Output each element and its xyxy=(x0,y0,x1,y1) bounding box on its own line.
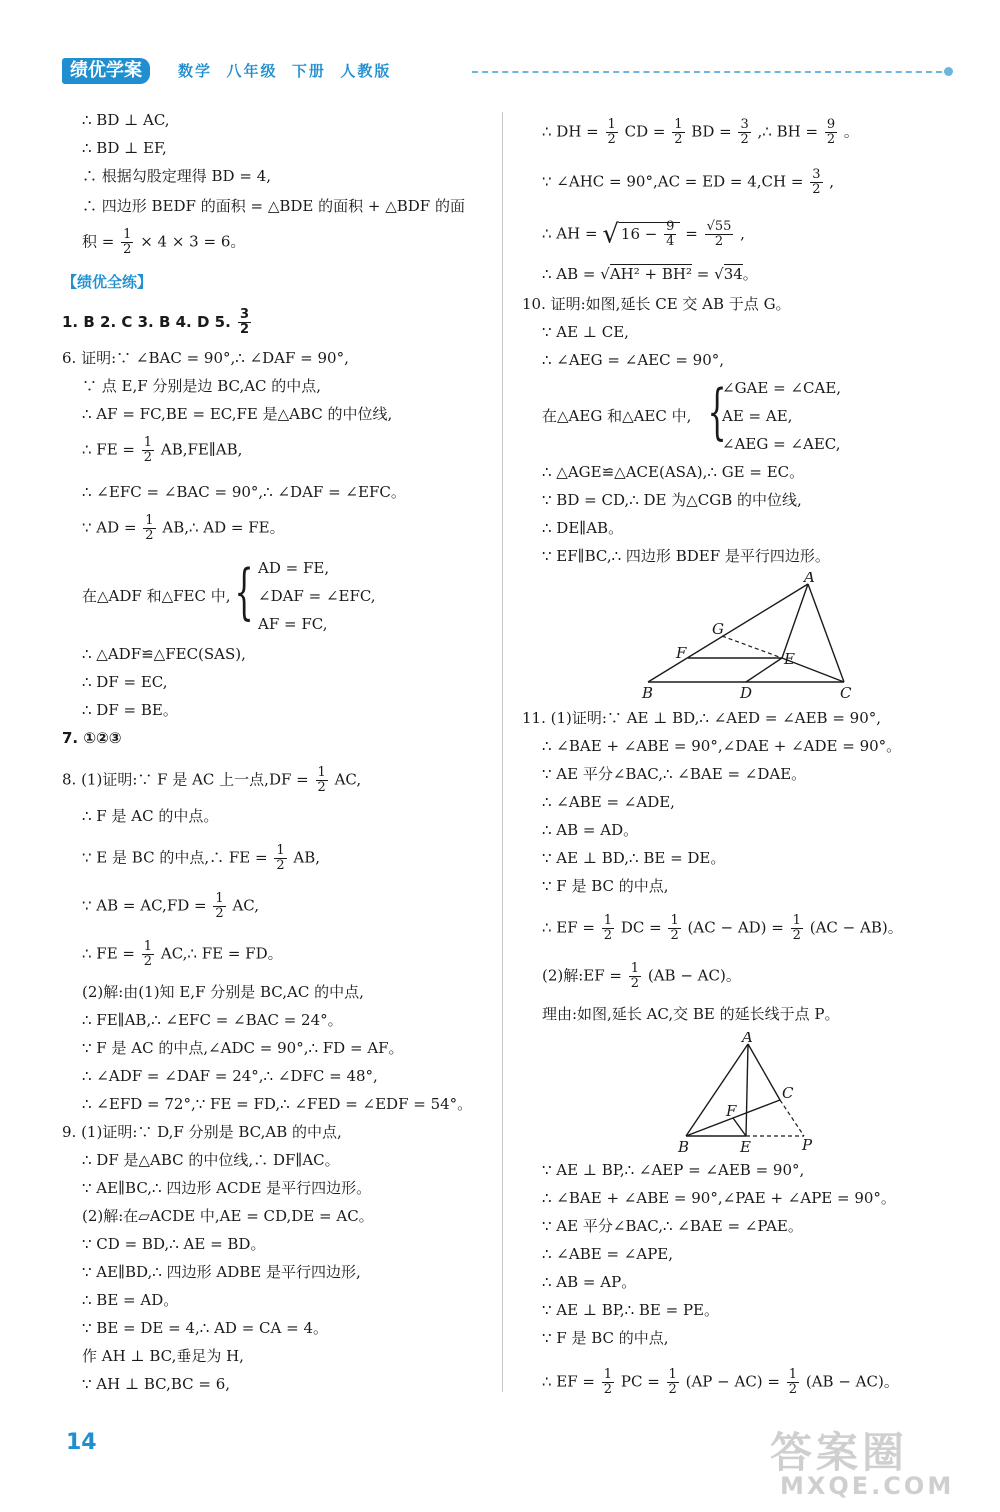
watermark-text: 答案圈 xyxy=(770,1428,909,1477)
fraction xyxy=(142,436,154,465)
text: 积 = xyxy=(82,232,115,251)
fraction xyxy=(213,892,225,921)
label-D: D xyxy=(740,684,753,702)
numerator: 1 xyxy=(788,1367,798,1382)
numerator: 1 xyxy=(603,1367,613,1382)
text-line: ∵ AE∥BC,∴ 四边形 ACDE 是平行四边形。 xyxy=(82,1179,372,1197)
text-line: ∴ BD ⊥ AC, xyxy=(82,111,170,129)
segment-AE xyxy=(782,584,808,658)
watermark-url: MXQE.COM xyxy=(780,1472,955,1500)
text: ∴ EF = xyxy=(542,918,596,937)
text-line: ∴ DF 是△ABC 的中位线,∴ DF∥AC。 xyxy=(82,1151,340,1169)
text: ∴ AH = xyxy=(542,224,598,243)
fraction xyxy=(738,118,750,147)
text-line xyxy=(542,914,903,943)
text-line: ∴ AB = AP。 xyxy=(542,1273,637,1291)
radicand xyxy=(619,219,681,249)
fraction xyxy=(825,118,837,147)
text-line xyxy=(542,1368,899,1397)
text: , xyxy=(829,172,835,191)
text-line xyxy=(82,514,285,543)
text: AB,∴ AD = FE。 xyxy=(162,518,285,537)
text: ∴ DH = xyxy=(542,122,599,141)
fraction xyxy=(667,1368,679,1397)
numerator: 1 xyxy=(630,961,640,976)
denominator: 2 xyxy=(740,132,749,147)
fraction xyxy=(664,220,676,249)
text-line: ∴ 四边形 BEDF 的面积 = △BDE 的面积 + △BDF 的面 xyxy=(82,197,465,215)
numerator: 9 xyxy=(826,117,836,132)
denominator: 2 xyxy=(215,906,224,921)
text-line: ∴ AB = √AH² + BH² = √34。 xyxy=(542,265,758,283)
column-divider xyxy=(502,112,503,1392)
denominator: 2 xyxy=(674,132,683,147)
text-line xyxy=(82,844,320,873)
question-6: 6. 证明:∵ ∠BAC = 90°,∴ ∠DAF = 90°, xyxy=(62,349,349,367)
question-7: 7. ①②③ xyxy=(62,729,122,747)
denominator: 2 xyxy=(788,1382,798,1397)
text-line: ∴ △AGE≌△ACE(ASA),∴ GE = EC。 xyxy=(542,463,805,481)
text-line: ∵ F 是 BC 的中点, xyxy=(542,877,669,895)
numerator: 1 xyxy=(603,913,613,928)
text: ∵ ∠AHC = 90°,AC = ED = 4,CH = xyxy=(542,172,804,191)
fraction xyxy=(602,914,614,943)
fraction xyxy=(787,1368,799,1397)
text: (AB − AC)。 xyxy=(805,1372,899,1391)
text-line: 在△AEG 和△AEC 中, xyxy=(542,407,692,425)
question-8 xyxy=(62,766,361,795)
condition-line: ∠AEG = ∠AEC, xyxy=(722,435,841,453)
fraction xyxy=(668,914,680,943)
radicand: AH² + BH² xyxy=(609,265,692,283)
numerator: 1 xyxy=(668,1367,677,1382)
text-line: ∵ AE∥BD,∴ 四边形 ADBE 是平行四边形, xyxy=(82,1263,361,1281)
text: ∵ E 是 BC 的中点,∴ FE = xyxy=(82,848,268,867)
numerator: 1 xyxy=(670,913,679,928)
text: (AC − AD) = xyxy=(687,918,784,937)
question-11: 11. (1)证明:∵ AE ⊥ BD,∴ ∠AED = ∠AEB = 90°, xyxy=(522,709,882,727)
text: AC, xyxy=(232,896,259,915)
text-line: ∴ ∠AEG = ∠AEC = 90°, xyxy=(542,351,725,369)
text: ∴ FE = xyxy=(82,440,136,459)
denominator: 2 xyxy=(603,1382,613,1397)
numerator: 1 xyxy=(123,227,132,242)
text: AC, xyxy=(334,770,362,789)
brand-logo: 绩优学案 xyxy=(62,58,150,84)
text: AB,FE∥AB, xyxy=(160,440,243,459)
text-line xyxy=(542,220,745,249)
label-C: C xyxy=(782,1084,794,1102)
segment-GE-dashed xyxy=(722,636,782,658)
denominator: 2 xyxy=(670,928,679,943)
text-line: 作 AH ⊥ BC,垂足为 H, xyxy=(82,1347,244,1365)
text: 1. B 2. C 3. B 4. D 5. xyxy=(62,313,231,331)
numerator: 1 xyxy=(145,513,154,528)
question-10: 10. 证明:如图,延长 CE 交 AB 于点 G。 xyxy=(522,295,791,313)
text-line: ∴ BE = AD。 xyxy=(82,1291,179,1309)
text-line: (2)解:在▱ACDE 中,AE = CD,DE = AC。 xyxy=(82,1207,374,1225)
text-line: ∴ AF = FC,BE = EC,FE 是△ABC 的中位线, xyxy=(82,405,393,423)
header-dashed-line xyxy=(472,71,942,73)
denominator: 2 xyxy=(317,780,326,795)
numerator: 1 xyxy=(143,435,153,450)
numerator: 3 xyxy=(812,167,821,182)
radicand: 34 xyxy=(723,265,743,283)
condition-line: AD = FE, xyxy=(258,559,330,577)
text: (AB − AC)。 xyxy=(647,966,741,985)
question-9: 9. (1)证明:∵ D,F 分别是 BC,AB 的中点, xyxy=(62,1123,342,1141)
denominator: 2 xyxy=(143,954,153,969)
text-line: ∵ 点 E,F 分别是边 BC,AC 的中点, xyxy=(82,377,322,395)
fraction xyxy=(791,914,803,943)
text-line: ∴ ∠EFD = 72°,∵ FE = FD,∴ ∠FED = ∠EDF = 54°。 xyxy=(82,1095,473,1113)
page-header xyxy=(62,58,962,88)
text-line: ∴ △ADF≌△FEC(SAS), xyxy=(82,645,246,663)
text-line xyxy=(542,168,834,197)
segment-CP-dashed xyxy=(780,1100,804,1136)
header-dot xyxy=(944,67,953,76)
label-F: F xyxy=(726,1102,737,1120)
denominator: 2 xyxy=(603,928,613,943)
text: (AC − AB)。 xyxy=(809,918,903,937)
text-line: ∴ DF = EC, xyxy=(82,673,168,691)
label-P: P xyxy=(802,1136,813,1154)
denominator: 2 xyxy=(276,858,285,873)
text: 。 xyxy=(742,265,758,283)
text: AC,∴ FE = FD。 xyxy=(160,944,283,963)
text-line: 理由:如图,延长 AC,交 BE 的延长线于点 P。 xyxy=(542,1005,840,1023)
fraction xyxy=(705,220,734,249)
numerator: 1 xyxy=(792,913,801,928)
text: ∴ EF = xyxy=(542,1372,596,1391)
text: 16 − xyxy=(620,224,658,243)
segment-AC xyxy=(748,1044,780,1100)
denominator: 2 xyxy=(240,322,250,337)
text: ∵ AB = AC,FD = xyxy=(82,896,207,915)
text: AB, xyxy=(293,848,321,867)
text-line: ∵ AE ⊥ CE, xyxy=(542,323,629,341)
label-B: B xyxy=(678,1138,690,1154)
text-line: (2)解:由(1)知 E,F 分别是 BC,AC 的中点, xyxy=(82,983,364,1001)
figure-q10 xyxy=(626,572,866,702)
text: (2)解:EF = xyxy=(542,966,622,985)
book-subject: 数学 八年级 下册 人教版 xyxy=(178,62,392,80)
text-line: ∵ AH ⊥ BC,BC = 6, xyxy=(82,1375,231,1393)
fraction xyxy=(606,118,618,147)
label-E: E xyxy=(740,1138,751,1154)
numerator: 1 xyxy=(276,843,285,858)
text-line: ∵ AE ⊥ BD,∴ BE = DE。 xyxy=(542,849,726,867)
denominator: 2 xyxy=(714,234,724,249)
denominator: 2 xyxy=(630,976,640,991)
label-E: E xyxy=(784,650,795,668)
numerator: 1 xyxy=(607,117,616,132)
denominator: 2 xyxy=(668,1382,677,1397)
text-line xyxy=(542,118,859,147)
text-line: ∴ BD ⊥ EF, xyxy=(82,139,167,157)
text-line: ∵ CD = BD,∴ AE = BD。 xyxy=(82,1235,266,1253)
text-line: ∴ FE∥AB,∴ ∠EFC = ∠BAC = 24°。 xyxy=(82,1011,343,1029)
text: = xyxy=(685,224,698,243)
text: × 4 × 3 = 6。 xyxy=(140,232,246,251)
denominator: 2 xyxy=(145,528,154,543)
text-line: ∵ BE = DE = 4,∴ AD = CA = 4。 xyxy=(82,1319,329,1337)
text: CD = xyxy=(624,122,666,141)
text-line: ∴ AB = AD。 xyxy=(542,821,639,839)
fraction xyxy=(672,118,684,147)
text: PC = xyxy=(620,1372,660,1391)
page-number: 14 xyxy=(66,1430,97,1455)
text-line: ∴ DE∥AB。 xyxy=(542,519,624,537)
label-F: F xyxy=(676,644,687,662)
label-B: B xyxy=(642,684,654,702)
segment-DE xyxy=(746,658,782,682)
text: 8. (1)证明:∵ F 是 AC 上一点,DF = xyxy=(62,770,309,789)
condition-line: ∠DAF = ∠EFC, xyxy=(258,587,376,605)
text-line: ∴ ∠ADF = ∠DAF = 24°,∴ ∠DFC = 48°, xyxy=(82,1067,378,1085)
fraction xyxy=(238,308,251,337)
fraction xyxy=(274,844,286,873)
numerator: 3 xyxy=(740,117,749,132)
text-line: 在△ADF 和△FEC 中, xyxy=(82,587,231,605)
text-line xyxy=(82,436,242,465)
section-title: 【绩优全练】 xyxy=(62,273,153,291)
text-line: ∴ F 是 AC 的中点。 xyxy=(82,807,219,825)
fraction xyxy=(602,1368,614,1397)
figure-q11 xyxy=(672,1032,832,1154)
text-line: ∴ ∠ABE = ∠APE, xyxy=(542,1245,674,1263)
brace-glyph: { xyxy=(234,557,254,627)
text-line xyxy=(542,962,741,991)
label-A: A xyxy=(742,1032,753,1046)
text-line: ∵ F 是 BC 的中点, xyxy=(542,1329,669,1347)
text: ∵ AD = xyxy=(82,518,137,537)
label-C: C xyxy=(840,684,852,702)
text-line: ∵ F 是 AC 的中点,∠ADC = 90°,∴ FD = AF。 xyxy=(82,1039,404,1057)
fraction xyxy=(810,168,822,197)
numerator: 3 xyxy=(240,307,250,322)
text-line: ∵ EF∥BC,∴ 四边形 BDEF 是平行四边形。 xyxy=(542,547,830,565)
text-line: ∵ AE ⊥ BP,∴ ∠AEP = ∠AEB = 90°, xyxy=(542,1161,805,1179)
numerator: 1 xyxy=(674,117,683,132)
text: , xyxy=(740,224,745,243)
numerator: 1 xyxy=(317,765,326,780)
text: ∴ AB = xyxy=(542,265,596,283)
text-line: ∴ ∠EFC = ∠BAC = 90°,∴ ∠DAF = ∠EFC。 xyxy=(82,483,406,501)
watermark xyxy=(760,1420,990,1500)
text: (AP − AC) = xyxy=(685,1372,780,1391)
denominator: 2 xyxy=(792,928,801,943)
label-G: G xyxy=(712,620,724,638)
fraction xyxy=(142,940,154,969)
text-line: ∵ BD = CD,∴ DE 为△CGB 的中位线, xyxy=(542,491,802,509)
denominator: 2 xyxy=(812,182,821,197)
text-line: ∴ 根据勾股定理得 BD = 4, xyxy=(82,167,272,185)
segment-AC xyxy=(808,584,844,682)
denominator: 2 xyxy=(607,132,616,147)
brace-glyph: { xyxy=(707,377,727,447)
text-line: ∵ AE ⊥ BP,∴ BE = PE。 xyxy=(542,1301,720,1319)
text: BD = xyxy=(691,122,732,141)
label-A: A xyxy=(804,572,815,586)
denominator: 2 xyxy=(826,132,836,147)
text: DC = xyxy=(620,918,662,937)
segment-FE xyxy=(733,1118,746,1136)
text-line xyxy=(82,940,283,969)
text: 。 xyxy=(843,122,859,141)
denominator: 2 xyxy=(143,450,153,465)
denominator: 2 xyxy=(123,242,132,257)
mc-answers xyxy=(62,308,253,337)
numerator: 9 xyxy=(666,219,675,234)
text-line xyxy=(82,228,245,257)
text-line: ∴ ∠BAE + ∠ABE = 90°,∠DAE + ∠ADE = 90°。 xyxy=(542,737,902,755)
text: = xyxy=(696,265,710,283)
fraction xyxy=(143,514,155,543)
text-line xyxy=(82,892,259,921)
condition-line: AF = FC, xyxy=(258,615,328,633)
text: ,∴ BH = xyxy=(757,122,819,141)
text-line: ∵ AE 平分∠BAC,∴ ∠BAE = ∠PAE。 xyxy=(542,1217,803,1235)
fraction xyxy=(121,228,133,257)
fraction xyxy=(316,766,328,795)
numerator: 1 xyxy=(143,939,153,954)
text-line: ∴ DF = BE。 xyxy=(82,701,178,719)
segment-AE xyxy=(746,1044,748,1136)
fraction xyxy=(629,962,641,991)
denominator: 4 xyxy=(666,234,675,249)
numerator: √55 xyxy=(706,219,732,234)
condition-line: AE = AE, xyxy=(722,407,793,425)
segment-AB xyxy=(686,1044,748,1136)
text: ∴ FE = xyxy=(82,944,136,963)
text-line: ∵ AE 平分∠BAC,∴ ∠BAE = ∠DAE。 xyxy=(542,765,807,783)
sqrt-sign: √ xyxy=(602,219,619,250)
text-line: ∴ ∠ABE = ∠ADE, xyxy=(542,793,675,811)
text-line: ∴ ∠BAE + ∠ABE = 90°,∠PAE + ∠APE = 90°。 xyxy=(542,1189,896,1207)
condition-line: ∠GAE = ∠CAE, xyxy=(722,379,842,397)
numerator: 1 xyxy=(215,891,224,906)
